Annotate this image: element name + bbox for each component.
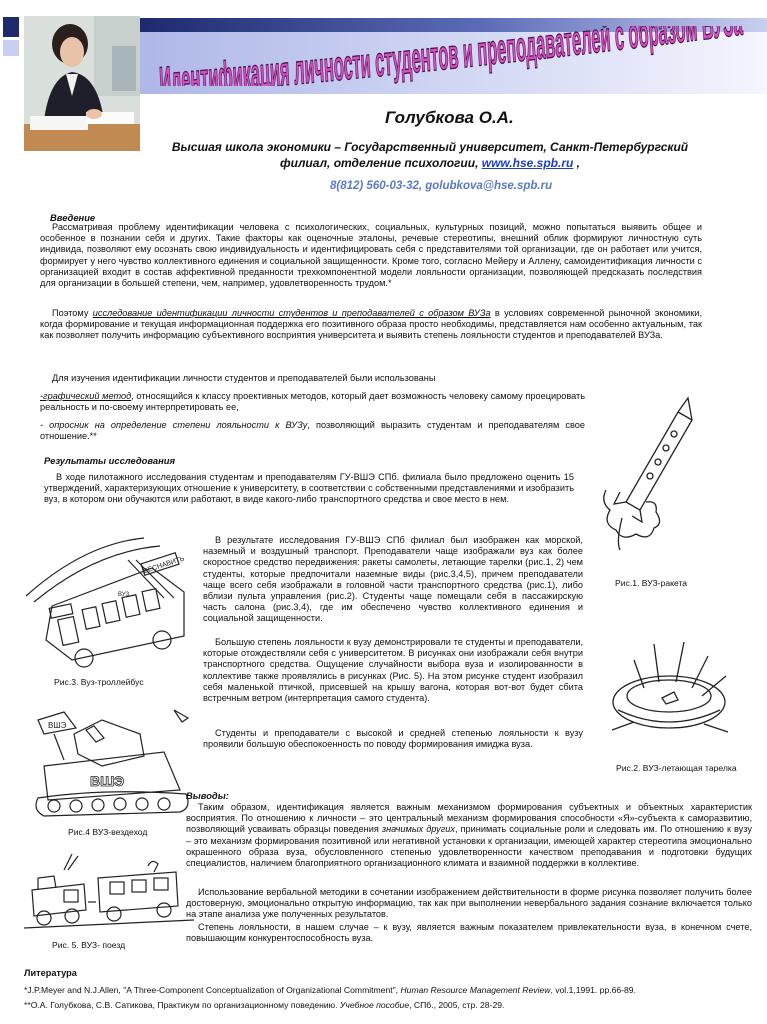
results-heading: Результаты исследования	[44, 455, 176, 466]
method-1-text: , относящийся к классу проективных методов, который дает возможность человеку самому проецировать реальность и по-своему интерпретировать ее,	[40, 391, 585, 413]
figure-4-flag: ВШЭ	[48, 721, 67, 730]
method-2-text: , позволяющий выразить студентам и преподавателям свое отношение.**	[40, 420, 585, 442]
page-title: Идентификация личности студентов и преподавателей с образо	[158, 26, 696, 86]
conclusions-paragraph-2: Использование вербальной методики в сочетании изображением действительности в форме рисунка позволяет получить более достоверную, эмоционально открытую информацию, так как при выполнении невербального задания сознание включается только на этапе анализа уже полученных результатов.	[186, 887, 752, 920]
figure-1-caption: Рис.1. ВУЗ-ракета	[615, 578, 688, 588]
affiliation-line-2	[150, 155, 710, 171]
conclusions-paragraph-3: Степень лояльности, в нашем случае – к вузу, является важным показателем привлекательности вуза, в конечном счете, повышающим конкурентоспособность вуза.	[186, 922, 752, 944]
figure-4-caption: Рис.4 ВУЗ-вездеход	[68, 827, 148, 837]
intro-topic: исследование идентификации личности студентов и преподавателей с образом ВУЗа	[92, 308, 491, 318]
method-1-name: -графический метод	[40, 391, 132, 401]
figure-2-saucer	[604, 630, 734, 740]
conclusions-heading: Выводы:	[186, 790, 229, 801]
conclusions-p1-start: Таким образом, идентификация является важным механизмом формирования субъектных и объектных характеристик восприятия. По отношению к личности – это центральный механизм формирования способности «Я»-субъекта к саморазвитию, позволяющий усваивать образцы поведения	[186, 802, 752, 835]
reference-1	[24, 985, 636, 995]
figure-5-train	[24, 850, 194, 934]
results-paragraph-2: В результате исследования ГУ-ВШЭ СПб филиал был изображен как морской, наземный и воздушный транспорт. Преподаватели чаще изображали вуз как более скоростное средство передвижения: ракеты самолеты, летающие тарелки (рис.1, 2) чем студенты, которые предпочитали наземные виды (рис.3,4,5), причем преподаватели чаще всего себя изображали в головной части транспортного средства (рис.1), либо вблизи пульта управления (рис.2). Студенты чаще помещали себя в пассажирскую часть салона (рис.3,4), где им обеспечено чувство коллективного единения и социальной защищенности.	[203, 535, 583, 624]
references-heading: Литература	[24, 968, 77, 978]
figure-5-caption: Рис. 5. ВУЗ- поезд	[52, 940, 126, 950]
affiliation	[150, 139, 710, 171]
author-name: Голубкова О.А.	[385, 108, 514, 127]
results-paragraph-4: Студенты и преподаватели с высокой и средней степенью лояльности к вузу проявили большую обеспокоенность по поводу формирования имиджа вуза.	[203, 728, 583, 750]
affiliation-line-1: Высшая школа экономики – Государственный университет, Санкт-Петербургский	[171, 140, 689, 154]
svg-text:ВЕСНАВИТЬ: ВЕСНАВИТЬ	[142, 555, 186, 576]
reference-2-start: **О.А. Голубкова, С.В. Сатикова, Практикум по организационному поведению.	[24, 1000, 340, 1010]
contacts: 8(812) 560-03-32, golubkova@hse.spb.ru	[330, 180, 553, 192]
figure-2-caption: Рис.2. ВУЗ-летающая тарелка	[616, 763, 737, 773]
intro-paragraph-2	[40, 308, 702, 342]
conclusions-p1-italic: значимых других	[381, 824, 455, 835]
reference-1-start: *J.P.Meyer and N.J.Allen, "A Three-Component Conceptualization of Organizational Commitment",	[24, 985, 401, 995]
conclusions-paragraph-1	[186, 802, 752, 869]
figure-3-trolleybus	[24, 536, 200, 674]
author-photo	[24, 16, 140, 151]
methods-lead: Для изучения идентификации личности студентов и преподавателей были использованы	[52, 373, 436, 383]
intro-heading: Введение	[50, 212, 96, 223]
figure-1-rocket	[596, 392, 706, 572]
band-square-light	[3, 40, 19, 56]
method-2-name: - опросник на определение степени лояльности к ВУЗу	[40, 420, 308, 430]
results-paragraph-3: Большую степень лояльности к вузу демонстрировали те студенты и преподаватели, которые отождествляли себя с университетом. В рисунках они изображали себя внутри транспортного средства. Ощущение случайности выбора вуза и изолированности в коллективе также проявлялись в рисунках (Рис. 5). На этом рисунке студент изобразил себя маленькой птичкой, присевшей на крышу вагона, которая вот-вот будет сбита встречным ветром (интерпретация самого студента).	[203, 637, 583, 704]
affiliation-tail: ,	[573, 156, 580, 170]
intro-p2-start: Поэтому	[52, 308, 93, 318]
figure-4-label: ВШЭ	[90, 773, 125, 789]
intro-paragraph-1: Рассматривая проблему идентификации человека с психологических, социальных, культурных позиций, можно попытаться выявить общее и особенное в познании себя и других. Такие факторы как оценочные эталоны, речевые стереотипы, внешний облик формируют личностную суть индивида, позволяют ему осознать свою индивидуальность и идентифицировать себя с представителями той организации, где он работает или учится, формирует у него чувство коллективного единения и социальной защищенности. Кроме того, согласно Мейеру и Аллену, самоидентификация личности с организацией входит в состав аффективной преданности трехкомпонентной модели лояльности организации, позволяющей предсказать последствия для организации в большей степени, чем, например, удовлетворенность трудом.*	[40, 222, 702, 289]
svg-text:Идентификация личности студент	[158, 26, 744, 86]
band-square-dark	[3, 17, 19, 37]
reference-2	[24, 1000, 504, 1010]
title-banner	[150, 26, 755, 86]
method-2	[40, 420, 585, 442]
affiliation-dept: филиал, отделение психологии,	[280, 156, 482, 170]
method-1	[40, 391, 585, 413]
reference-2-end: , СПб., 2005, стр. 28-29.	[409, 1000, 505, 1010]
intro-p2-end: в условиях современной рыночной экономики, когда формирование и текущая информационная поддержка его позитивного образа просто необходимы, представляется нам особенно актуальным, так как позволяет получить информацию субъективного восприятия университета и выявить степень лояльности студентов и преподавателей ВУЗа.	[40, 308, 702, 341]
reference-1-end: , vol.1,1991. pp.66-89.	[550, 985, 636, 995]
results-paragraph-1: В ходе пилотажного исследования студентам и преподавателям ГУ-ВШЭ СПб. филиала было предложено оценить 15 утверждений, характеризующих отношение к университету, в соответствии с собственными представлениями и изобразить вуз, в котором они обучаются или работают, в виде какого-либо транспортного средства и свое место в нем.	[44, 472, 574, 505]
reference-1-journal: Human Resource Management Review	[400, 985, 551, 995]
figure-3-caption: Рис.3. Вуз-троллейбус	[54, 677, 144, 687]
website-link[interactable]: www.hse.spb.ru	[481, 156, 574, 170]
figure-3-sign: ВУЗ	[118, 592, 130, 598]
conclusions-p1-end: , принимать социальные роли и следовать им. По отношению к вузу – это механизм формирования позитивной или негативной установки к организации, имеющей характер стереотипа эмоционально окрашенного образа вуза, обусловленного степенью удовлетворенности качеством преподавания и подготовки будущих специалистов, наличием благоприятного организационного климата и взаимной поддержки в коллективе.	[186, 824, 752, 869]
figure-4-vehicle	[24, 700, 194, 820]
reference-2-type: Учебное пособие	[339, 1000, 410, 1010]
